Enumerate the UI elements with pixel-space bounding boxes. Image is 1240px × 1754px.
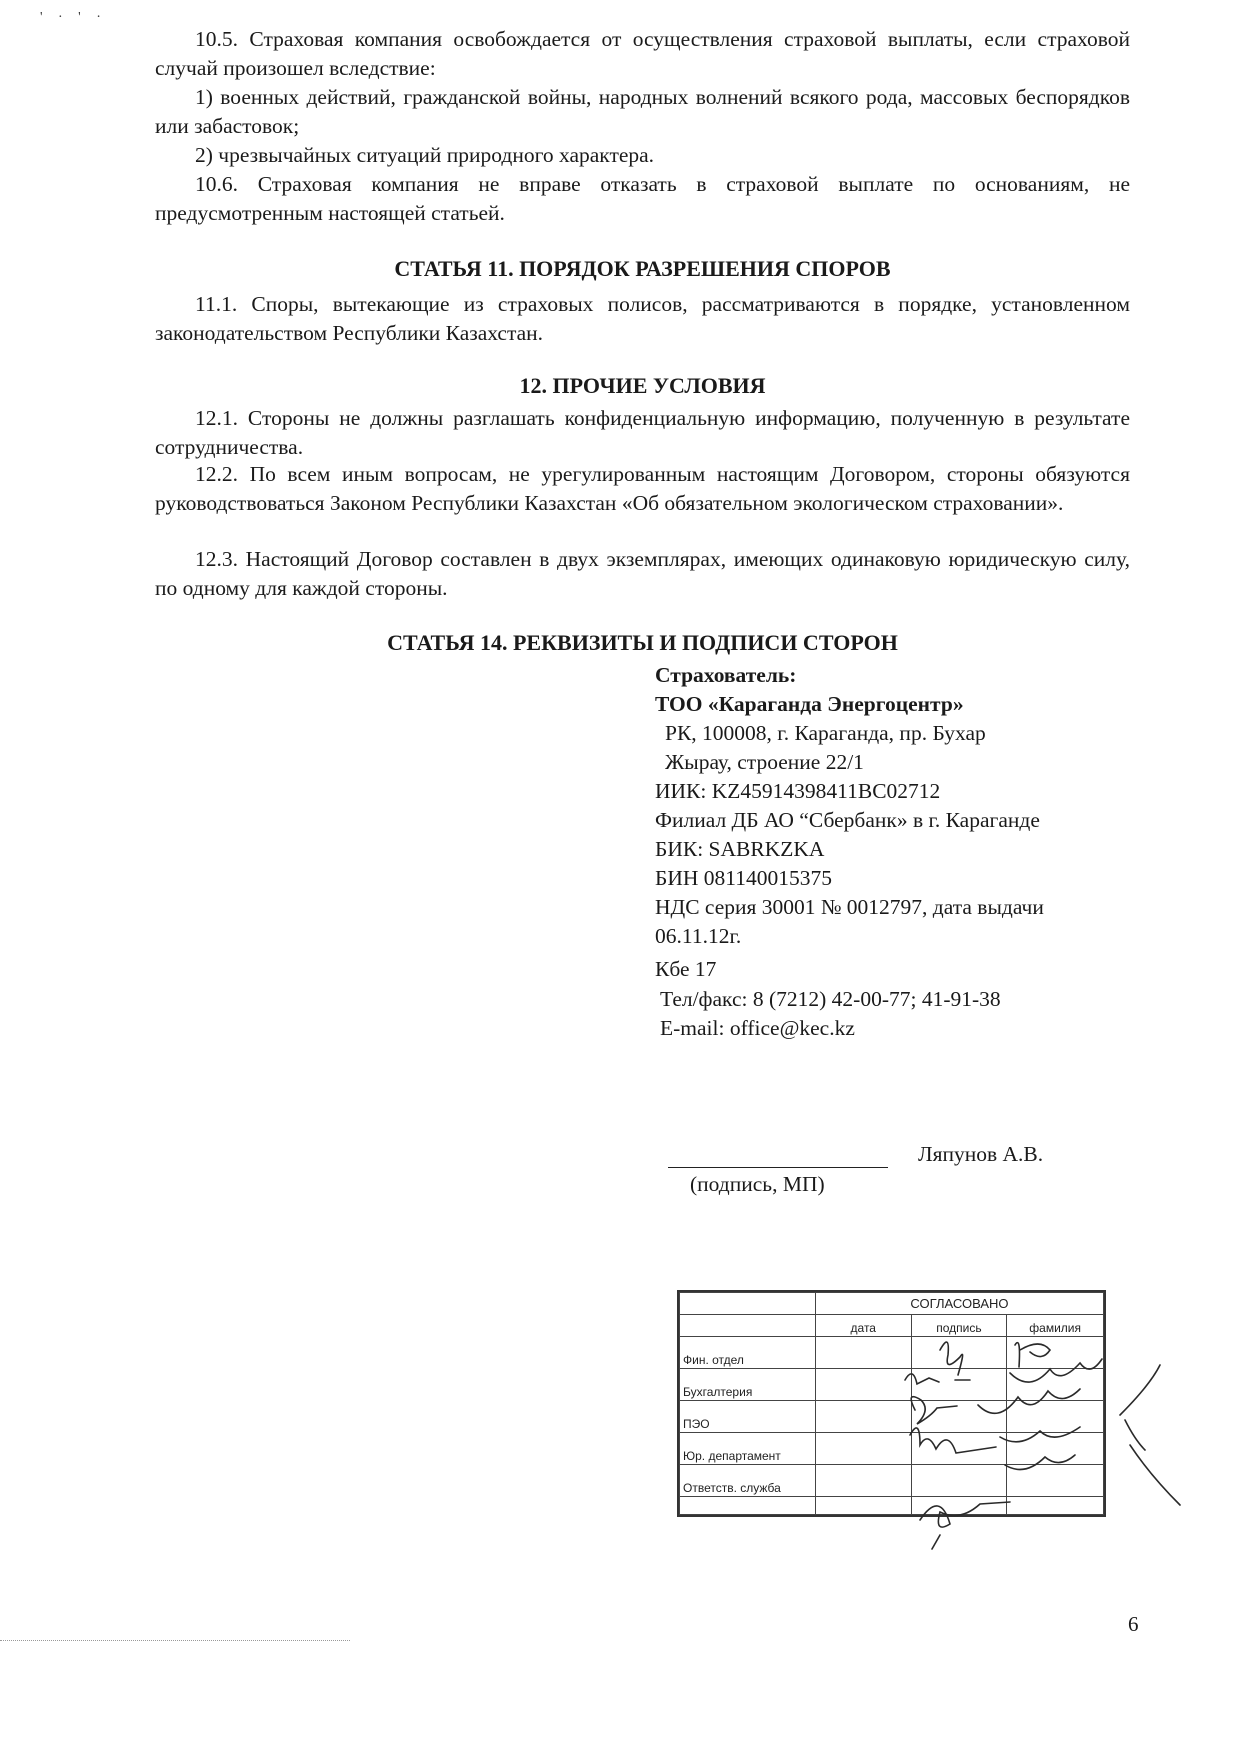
approval-row-label (680, 1497, 816, 1515)
requisites-company: ТОО «Караганда Энергоцентр» (655, 692, 964, 716)
approval-stamp-title: СОГЛАСОВАНО (815, 1293, 1103, 1315)
signature-caption: (подпись, МП) (690, 1172, 825, 1196)
approval-column-surname: фамилия (1007, 1315, 1104, 1337)
requisites-vat-line-1: НДС серия 30001 № 0012797, дата выдачи (655, 895, 1044, 919)
handwritten-signatures (870, 1325, 1190, 1565)
requisites-iik: ИИК: KZ45914398411BC02712 (655, 779, 941, 803)
paragraph-12-3: 12.3. Настоящий Договор составлен в двух экземплярах, имеющих одинаковую юридическую силу, по одному для каждой стороны. (155, 547, 1130, 600)
requisites-bin: БИН 081140015375 (655, 866, 832, 890)
paragraph-12-1: 12.1. Стороны не должны разглашать конфиденциальную информацию, полученную в результате сотрудничества. (155, 406, 1130, 459)
approval-column-date: дата (815, 1315, 911, 1337)
approval-row-label: Фин. отдел (680, 1337, 816, 1369)
paragraph-11-1: 11.1. Споры, вытекающие из страховых полисов, рассматриваются в порядке, установленном законодательством Республики Казахстан. (155, 292, 1130, 345)
approval-column-signature: подпись (911, 1315, 1007, 1337)
paragraph-10-5: 10.5. Страховая компания освобождается от осуществления страховой выплаты, если страховой случай произошел вследствие: (155, 27, 1130, 80)
approval-row-label: Юр. департамент (680, 1433, 816, 1465)
requisites-phone: Тел/факс: 8 (7212) 42-00-77; 41-91-38 (660, 987, 1001, 1011)
paragraph-10-5-2: 2) чрезвычайных ситуаций природного характера. (195, 143, 655, 167)
paragraph-10-6: 10.6. Страховая компания не вправе отказать в страховой выплате по основаниям, не предусмотренным настоящей статьей. (155, 172, 1130, 225)
page-number: 6 (1128, 1612, 1139, 1636)
requisites-role: Страхователь: (655, 663, 797, 687)
approval-row-label: Ответств. служба (680, 1465, 816, 1497)
heading-article-14: СТАТЬЯ 14. РЕКВИЗИТЫ И ПОДПИСИ СТОРОН (387, 630, 898, 655)
scan-specks: ' · ' · (40, 10, 107, 25)
requisites-bank: Филиал ДБ АО “Сбербанк» в г. Караганде (655, 808, 1040, 832)
approval-row-label: Бухгалтерия (680, 1369, 816, 1401)
heading-article-11: СТАТЬЯ 11. ПОРЯДОК РАЗРЕШЕНИЯ СПОРОВ (394, 256, 891, 281)
heading-article-12: 12. ПРОЧИЕ УСЛОВИЯ (519, 373, 766, 398)
paragraph-12-2: 12.2. По всем иным вопросам, не урегулированным настоящим Договором, стороны обязуются руководствоваться Законом Республики Казахстан «Об обязательном экологическом страховании». (155, 462, 1130, 515)
signature-line (668, 1167, 888, 1168)
requisites-email: E-mail: office@kec.kz (660, 1016, 855, 1040)
requisites-vat-line-2: 06.11.12г. (655, 924, 742, 948)
requisites-address-line-1: РК, 100008, г. Караганда, пр. Бухар (665, 721, 986, 745)
signatory-name: Ляпунов А.В. (918, 1142, 1044, 1166)
requisites-kbe: Кбе 17 (655, 957, 717, 981)
scan-footer-dots (0, 1640, 350, 1641)
requisites-bik: БИК: SABRKZKA (655, 837, 825, 861)
requisites-address-line-2: Жырау, строение 22/1 (665, 750, 864, 774)
approval-row-label: ПЭО (680, 1401, 816, 1433)
paragraph-10-5-1: 1) военных действий, гражданской войны, народных волнений всякого рода, массовых беспорядков или забастовок; (155, 85, 1130, 138)
